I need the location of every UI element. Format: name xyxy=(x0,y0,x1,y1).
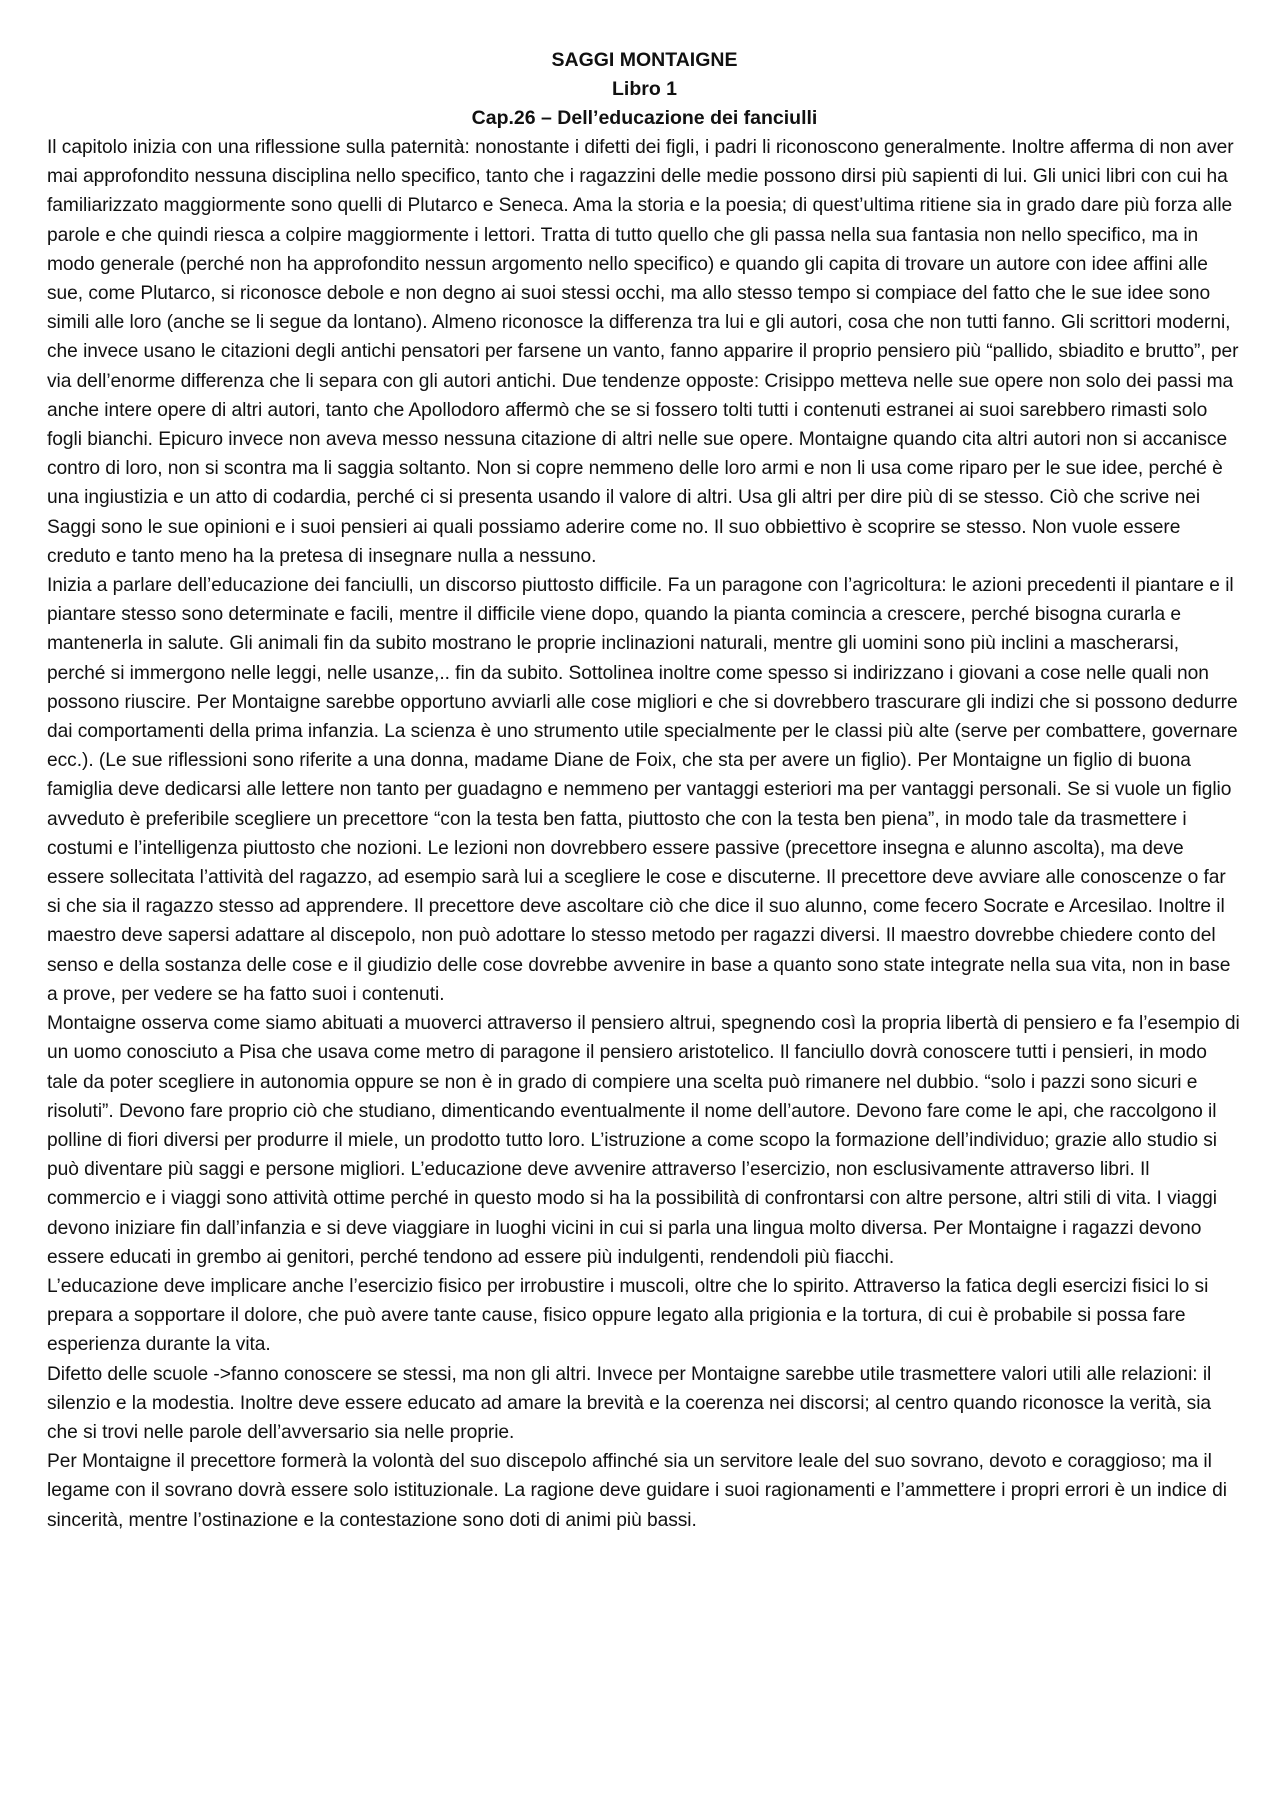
paragraph: Montaigne osserva come siamo abituati a muoverci attraverso il pensiero altrui, spegnendo così la propria libertà di pensiero e fa l’esempio di un uomo conosciuto a Pisa che usava come metro di paragone il pensiero aristotelico. Il fanciullo dovrà conoscere tutti i pensieri, in modo tale da poter scegliere in autonomia oppure se non è in grado di compiere una scelta può rimanere nel dubbio. “solo i pazzi sono sicuri e risoluti”. Devono fare proprio ciò che studiano, dimenticando eventualmente il nome dell’autore. Devono fare come le api, che raccolgono il polline di fiori diversi per produrre il miele, un prodotto tutto loro. L’istruzione a come scopo la formazione dell’individuo; grazie allo studio si può diventare più saggi e persone migliori. L’educazione deve avvenire attraverso l’esercizio, non esclusivamente attraverso libri. Il commercio e i viaggi sono attività ottime perché in questo modo si ha la possibilità di confrontarsi con altre persone, altri stili di vita. I viaggi devono iniziare fin dall’infanzia e si deve viaggiare in luoghi vicini in cui si parla una lingua molto diversa. Per Montaigne i ragazzi devono essere educati in grembo ai genitori, perché tendono ad essere più indulgenti, rendendoli più fiacchi. xyxy=(47,1013,1240,1268)
paragraph: L’educazione deve implicare anche l’esercizio fisico per irrobustire i muscoli, oltre che lo spirito. Attraverso la fatica degli esercizi fisici lo si prepara a sopportare il dolore, che può avere tante cause, fisico oppure legato alla prigionia e la tortura, di cui è probabile si possa fare esperienza durante la vita. xyxy=(47,1275,1209,1356)
book-number: Libro 1 xyxy=(611,78,677,100)
chapter-heading: Cap.26 – Dell’educazione dei fanciulli xyxy=(471,107,818,129)
document-page xyxy=(47,46,1242,1535)
document-body xyxy=(47,133,1242,1535)
paragraph: Il capitolo inizia con una riflessione sulla paternità: nonostante i difetti dei figli, i padri li riconoscono generalmente. Inoltre afferma di non aver mai approfondito nessuna disciplina nello specifico, tanto che i ragazzini delle medie possono dirsi più sapienti di lui. Gli unici libri con cui ha familiarizzato maggiormente sono quelli di Plutarco e Seneca. Ama la storia e la poesia; di quest’ultima ritiene sia in grado dare più forza alle parole e che quindi riesca a colpire maggiormente i lettori. Tratta di tutto quello che gli passa nella sua fantasia non nello specifico, ma in modo generale (perché non ha approfondito nessun argomento nello specifico) e quando gli capita di trovare un autore con idee affini alle sue, come Plutarco, si riconosce debole e non degno ai suoi stessi occhi, ma allo stesso tempo si compiace del fatto che le sue idee sono simili alle loro (anche se li segue da lontano). Almeno riconosce la differenza tra lui e gli autori, cosa che non tutti fanno. Gli scrittori moderni, che invece usano le citazioni degli antichi pensatori per farsene un vanto, fanno apparire il proprio pensiero più “pallido, sbiadito e brutto”, per via dell’enorme differenza che li separa con gli autori antichi. Due tendenze opposte: Crisippo metteva nelle sue opere non solo dei passi ma anche intere opere di altri autori, tanto che Apollodoro affermò che se si fossero tolti tutti i contenuti estranei ai suoi sarebbero rimasti solo fogli bianchi. Epicuro invece non aveva messo nessuna citazione di altri nelle sue opere. Montaigne quando cita altri autori non si accanisce contro di loro, non si scontra ma li saggia soltanto. Non si copre nemmeno delle loro armi e non li usa come riparo per le sue idee, perché è una ingiustizia e un atto di codardia, perché ci si presenta usando il valore di altri. Usa gli altri per dire più di se stesso. Ciò che scrive nei Saggi sono le sue opinioni e i suoi pensieri ai quali possiamo aderire come no. Il suo obbiettivo è scoprire se stesso. Non vuole essere creduto e tanto meno ha la pretesa di insegnare nulla a nessuno. xyxy=(47,137,1239,567)
paragraph: Difetto delle scuole ->fanno conoscere se stessi, ma non gli altri. Invece per Montaigne sarebbe utile trasmettere valori utili alle relazioni: il silenzio e la modestia. Inoltre deve essere educato ad amare la brevità e la coerenza nei discorsi; al centro quando riconosce la verità, sia che si trovi nelle parole dell’avversario sia nelle proprie. xyxy=(47,1363,1212,1443)
paragraph: Inizia a parlare dell’educazione dei fanciulli, un discorso piuttosto difficile. Fa un paragone con l’agricoltura: le azioni precedenti il piantare e il piantare stesso sono determinate e facili, mentre il difficile viene dopo, quando la pianta comincia a crescere, perché bisogna curarla e mantenerla in salute. Gli animali fin da subito mostrano le proprie inclinazioni naturali, mentre gli uomini sono più inclini a mascherarsi, perché si immergono nelle leggi, nelle usanze,.. fin da subito. Sottolinea inoltre come spesso si indirizzano i giovani a cose nelle quali non possono riuscire. Per Montaigne sarebbe opportuno avviarli alle cose migliori e che si dovrebbero trascurare gli indizi che si possono dedurre dai comportamenti della prima infanzia. La scienza è uno strumento utile specialmente per le classi più alte (serve per combattere, governare ecc.). (Le sue riflessioni sono riferite a una donna, madame Diane de Foix, che sta per avere un figlio). Per Montaigne un figlio di buona famiglia deve dedicarsi alle lettere non tanto per guadagno e nemmeno per vantaggi esteriori ma per vantaggi personali. Se si vuole un figlio avveduto è preferibile scegliere un precettore “con la testa ben fatta, piuttosto che con la testa ben piena”, in modo tale da trasmettere i costumi e l’intelligenza piuttosto che nozioni. Le lezioni non dovrebbero essere passive (precettore insegna e alunno ascolta), ma deve essere sollecitata l’attività del ragazzo, ad esempio sarà lui a scegliere le cose e discuterne. Il precettore deve avviare alle conoscenze o far si che sia il ragazzo stesso ad apprendere. Il precettore deve ascoltare ciò che dice il suo alunno, come fecero Socrate e Arcesilao. Inoltre il maestro deve sapersi adattare al discepolo, non può adottare lo stesso metodo per ragazzi diversi. Il maestro dovrebbe chiedere conto del senso e della sostanza delle cose e il giudizio delle cose dovrebbe avvenire in base a quanto sono state integrate nella sua vita, non in base a prove, per vedere se ha fatto suoi i contenuti. xyxy=(47,575,1238,1005)
document-title: SAGGI MONTAIGNE xyxy=(551,49,738,71)
paragraph: Per Montaigne il precettore formerà la volontà del suo discepolo affinché sia un servitore leale del suo sovrano, devoto e coraggioso; ma il legame con il sovrano dovrà essere solo istituzionale. La ragione deve guidare i suoi ragionamenti e l’ammettere i propri errori è un indice di sincerità, mentre l’ostinazione e la contestazione sono doti di animi più bassi. xyxy=(47,1451,1227,1531)
